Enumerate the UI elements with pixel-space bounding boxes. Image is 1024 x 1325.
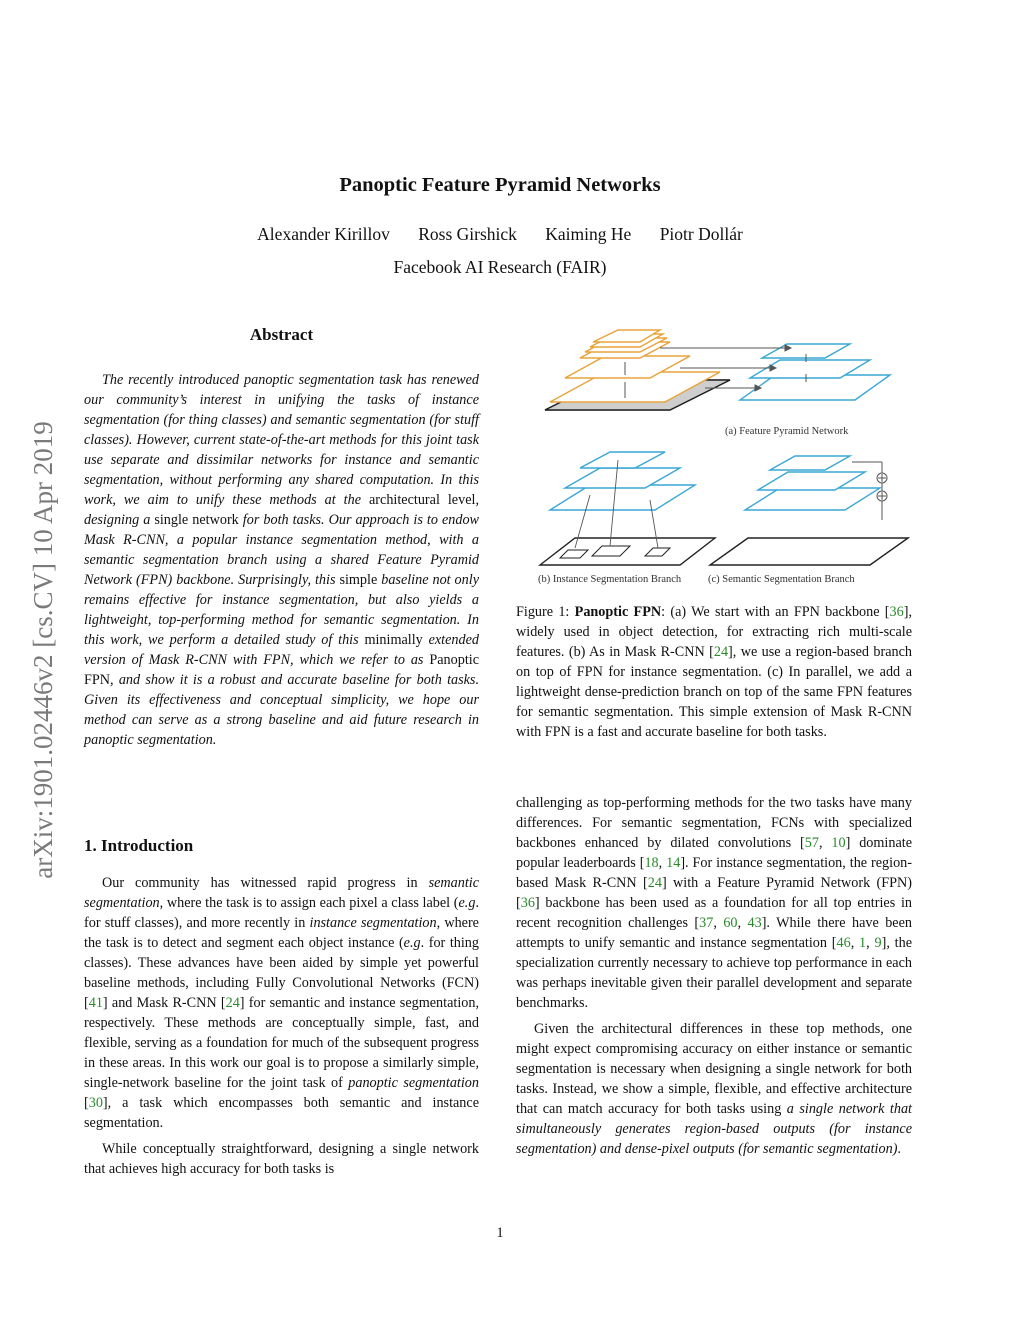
semantic-branch-pyramid	[745, 456, 880, 510]
citation-link[interactable]: 24	[713, 644, 729, 660]
abstract-body	[84, 370, 479, 750]
abstract-paragraph	[84, 370, 479, 750]
abstract-text: The recently introduced panoptic segmentation task has renewed our community’s interest in unifying the tasks of instance segmentation (for thing classes) and semantic segmentation (for stuff classes). However, current state-of-the-art methods for this joint task use separate and dissimilar networks for instance and semantic segmentation, without performing any shared computation. In this work, we aim to unify these methods at the	[84, 372, 479, 508]
citation-link[interactable]: 14	[666, 855, 681, 871]
author-name: Piotr Dollár	[659, 224, 743, 244]
introduction-body	[84, 873, 479, 1185]
intro-paragraph: While conceptually straightforward, designing a single network that achieves high accuracy for both tasks is	[84, 1141, 479, 1177]
citation-link[interactable]: 30	[88, 1095, 103, 1111]
citation-link[interactable]: 57	[804, 835, 819, 851]
abstract-text: baseline not only remains effective for instance segmentation, but also yields a lightweight, top-performing method for semantic segmentation. In this work, we perform a detailed study of this	[84, 572, 479, 648]
page-number: 1	[496, 1225, 504, 1241]
figure-1-diagram	[530, 320, 910, 590]
abstract-upright: simple	[339, 572, 378, 588]
citation-link[interactable]: 10	[831, 835, 846, 851]
citation-link[interactable]: 37	[699, 915, 714, 931]
right-column-body	[516, 793, 912, 1165]
backbone-pyramid	[545, 330, 730, 410]
author-list	[0, 224, 1000, 245]
citation-link[interactable]: 18	[644, 855, 659, 871]
instance-branch-pyramid	[550, 452, 695, 510]
author-name: Ross Girshick	[418, 224, 517, 244]
paper-title: Panoptic Feature Pyramid Networks	[339, 174, 661, 196]
body-paragraph: challenging as top-performing methods for the two tasks have many differences. For semantic segmentation, FCNs with specialized backbones enhanced by dilated convolutions [57, 10] dominate popular leaderboards [18, 14]. For instance segmentation, the region-based Mask R-CNN [24] with a Feature Pyramid Network (FPN) [36] backbone has been used as a foundation for all top entries in recent recognition challenges [37, 60, 43]. While there have been attempts to unify semantic and instance segmentation [46, 1, 9], the specialization currently necessary to achieve top performance in each was perhaps inevitable given their parallel development and separate benchmarks.	[516, 795, 913, 1011]
citation-link[interactable]: 24	[647, 875, 662, 891]
abstract-upright: Panoptic FPN	[84, 652, 479, 688]
citation-link[interactable]: 46	[836, 935, 851, 951]
citation-link[interactable]: 41	[88, 995, 103, 1011]
abstract-text: , designing a	[84, 492, 479, 528]
abstract-text: for both tasks. Our approach is to endow Mask R-CNN, a popular instance segmentation method, with a semantic segmentation branch using a shared Feature Pyramid Network (FPN) backbone. Surprisingly, this	[84, 512, 479, 588]
citation-link[interactable]: 36	[520, 895, 535, 911]
instance-output-plane	[540, 538, 715, 565]
fpn-pyramid	[740, 344, 890, 400]
abstract-text: extended version of Mask R-CNN with FPN, which we refer to as	[84, 632, 480, 668]
figure-label-b: (b) Instance Segmentation Branch	[538, 574, 682, 585]
citation-link[interactable]: 60	[723, 915, 738, 931]
semantic-output-plane	[710, 538, 908, 565]
abstract-upright: minimally	[364, 632, 423, 648]
citation-link[interactable]: 9	[874, 935, 882, 951]
abstract-upright: single network	[154, 512, 239, 528]
figure-label-a: (a) Feature Pyramid Network	[725, 426, 849, 437]
affiliation: Facebook AI Research (FAIR)	[393, 257, 607, 277]
abstract-heading: Abstract	[249, 325, 314, 344]
figure-label-c: (c) Semantic Segmentation Branch	[708, 574, 855, 585]
intro-paragraph: Our community has witnessed rapid progress in semantic segmentation, where the task is to assign each pixel a class label (e.g. for stuff classes), and more recently in instance segmentation, where the task is to detect and segment each object instance (e.g. for thing classes). These advances have been aided by simple yet powerful baseline methods, including Fully Convolutional Networks (FCN) [41] and Mask R-CNN [24] for semantic and instance segmentation, respectively. These methods are conceptually simple, fast, and flexible, serving as a foundation for much of the subsequent progress in these areas. In this work our goal is to propose a similarly simple, single-network baseline for the joint task of panoptic segmentation [30], a task which encompasses both semantic and instance segmentation.	[84, 875, 479, 1131]
citation-link[interactable]: 43	[747, 915, 762, 931]
arxiv-identifier: arXiv:1901.02446v2 [cs.CV] 10 Apr 2019	[28, 421, 58, 879]
author-name: Kaiming He	[545, 224, 632, 244]
citation-link[interactable]: 24	[225, 995, 240, 1011]
citation-link[interactable]: 1	[859, 935, 867, 951]
figure-1-caption: Figure 1: Panoptic FPN: (a) We start with an FPN backbone [36], widely used in object detection, for extracting rich multi-scale features. (b) As in Mask R-CNN [24], we use a region-based branch on top of FPN for instance segmentation. (c) In parallel, we add a lightweight dense-prediction branch on top of the same FPN features for semantic segmentation. This simple extension of Mask R-CNN with FPN is a fast and accurate baseline for both tasks.	[516, 604, 912, 740]
author-name: Alexander Kirillov	[257, 224, 390, 244]
citation-link[interactable]: 36	[889, 604, 904, 620]
abstract-text: , and show it is a robust and accurate baseline for both tasks. Given its effectiveness and conceptual simplicity, we hope our method can serve as a strong baseline and aid future research in panoptic segmentation.	[84, 672, 479, 748]
abstract-upright: architectural level	[369, 492, 476, 508]
section-heading-introduction: 1. Introduction	[84, 836, 194, 855]
body-paragraph: Given the architectural differences in these top methods, one might expect compromising accuracy on either instance or semantic segmentation is necessary when designing a single network for both tasks. Instead, we show a simple, flexible, and effective architecture that can match accuracy for both tasks using a single network that simultaneously generates region-based outputs (for instance segmentation) and dense-pixel outputs (for semantic segmentation).	[516, 1021, 912, 1157]
